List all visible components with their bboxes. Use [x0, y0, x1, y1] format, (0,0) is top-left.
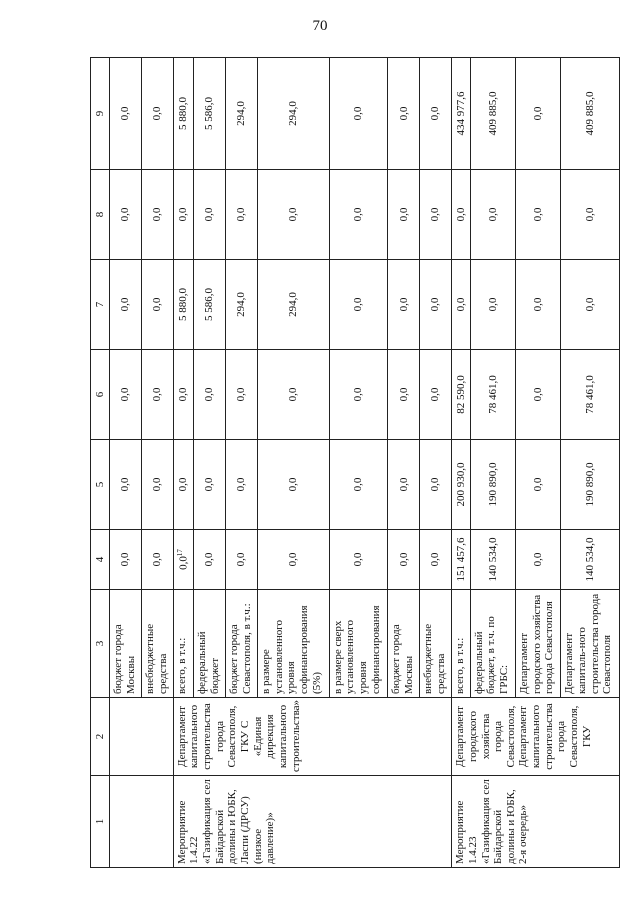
value-cell: 0,0	[516, 170, 561, 260]
value-cell: 0,0	[516, 440, 561, 530]
table-row	[452, 58, 471, 868]
funding-table	[90, 57, 620, 868]
funding-source: всего, в т.ч.:	[452, 590, 471, 698]
value-cell: 0,0	[516, 530, 561, 590]
table-row	[110, 58, 142, 868]
value-cell: 0,0	[173, 170, 193, 260]
value-cell: 0,0	[110, 170, 142, 260]
funding-source: всего, в т.ч.:	[173, 590, 193, 698]
value-cell: 0,0	[141, 530, 173, 590]
funding-source: бюджет города Москвы	[110, 590, 142, 698]
value-cell: 0,0	[329, 170, 388, 260]
table-row	[173, 58, 193, 868]
value-cell: 0,0	[420, 58, 452, 170]
value-cell: 0,0	[257, 350, 329, 440]
value-cell: 294,0	[226, 260, 258, 350]
value-cell: 0,0	[226, 170, 258, 260]
value-cell: 151 457,6	[452, 530, 471, 590]
funding-source: федеральный бюджет, в т.ч. по ГРБС:	[470, 590, 515, 698]
value-cell: 0,0	[194, 440, 226, 530]
value-cell: 0,0	[388, 260, 420, 350]
value-cell: 0,0	[141, 260, 173, 350]
value-cell: 0,0	[141, 350, 173, 440]
value-cell: 190 890,0	[470, 440, 515, 530]
value-cell: 0,0	[516, 260, 561, 350]
value-cell	[173, 530, 193, 590]
value-cell: 0,0	[388, 170, 420, 260]
value-cell: 0,0	[141, 440, 173, 530]
measure-cell-empty	[110, 776, 174, 868]
value-cell: 0,0	[516, 350, 561, 440]
value-cell: 0,0	[141, 170, 173, 260]
funding-source: в размере сверх установленного уровня софинансирования	[329, 590, 388, 698]
col-header: 6	[91, 350, 110, 440]
value-cell: 0,0	[470, 260, 515, 350]
funding-source: внебюджетные средства	[420, 590, 452, 698]
funding-source: Департамент капиталь-ного строительства города Севастополя	[561, 590, 620, 698]
col-header: 5	[91, 440, 110, 530]
value-cell: 0,0	[516, 58, 561, 170]
value-cell: 200 930,0	[452, 440, 471, 530]
value-cell: 0,0	[388, 350, 420, 440]
value-cell: 0,0	[329, 440, 388, 530]
funding-source: в размере установленного уровня софинансирования (5%)	[257, 590, 329, 698]
value-text: 0,0	[177, 556, 190, 570]
value-cell: 0,0	[226, 530, 258, 590]
value-cell: 0,0	[388, 530, 420, 590]
value-cell: 5 586,0	[194, 260, 226, 350]
measure-name: Мероприятие 1.4.23 «Газификация сел Байдарской долины и ЮБК, 2-я очередь»	[452, 776, 620, 868]
value-cell: 0,0	[194, 530, 226, 590]
value-cell: 0,0	[420, 170, 452, 260]
col-header: 1	[91, 776, 110, 868]
value-cell: 5 586,0	[194, 58, 226, 170]
value-cell: 294,0	[257, 260, 329, 350]
value-cell: 0,0	[329, 530, 388, 590]
value-cell: 5 880,0	[173, 260, 193, 350]
value-cell: 0,0	[329, 260, 388, 350]
value-cell: 0,0	[561, 260, 620, 350]
value-cell: 140 534,0	[470, 530, 515, 590]
value-cell: 0,0	[420, 350, 452, 440]
value-cell: 5 880,0	[173, 58, 193, 170]
value-cell: 78 461,0	[470, 350, 515, 440]
value-cell: 190 890,0	[561, 440, 620, 530]
value-cell: 0,0	[226, 440, 258, 530]
value-cell: 0,0	[388, 440, 420, 530]
value-cell: 409 885,0	[470, 58, 515, 170]
value-cell: 0,0	[420, 260, 452, 350]
executor-cell-empty	[110, 698, 174, 776]
value-cell: 0,0	[329, 350, 388, 440]
col-header: 2	[91, 698, 110, 776]
value-cell: 294,0	[257, 58, 329, 170]
value-cell: 78 461,0	[561, 350, 620, 440]
funding-source: внебюджетные средства	[141, 590, 173, 698]
value-cell: 0,0	[194, 350, 226, 440]
value-cell: 294,0	[226, 58, 258, 170]
funding-source: бюджет города Москвы	[388, 590, 420, 698]
rotated-table-container	[90, 58, 620, 868]
value-cell: 0,0	[110, 350, 142, 440]
value-cell: 434 977,6	[452, 58, 471, 170]
value-cell: 0,0	[173, 350, 193, 440]
value-cell: 82 590,0	[452, 350, 471, 440]
value-cell: 140 534,0	[561, 530, 620, 590]
value-cell: 0,0	[561, 170, 620, 260]
value-cell: 0,0	[257, 530, 329, 590]
col-header: 3	[91, 590, 110, 698]
value-cell: 0,0	[452, 260, 471, 350]
value-cell: 0,0	[452, 170, 471, 260]
header-row	[91, 58, 110, 868]
col-header: 9	[91, 58, 110, 170]
value-cell: 0,0	[257, 170, 329, 260]
executor-name: Департамент городского хозяйства города Севастополя, Департамент капитального строительства города Севастополя, ГКУ	[452, 698, 620, 776]
value-cell: 0,0	[420, 530, 452, 590]
col-header: 8	[91, 170, 110, 260]
measure-name: Мероприятие 1.4.22 «Газификация сел Байдарской долины и ЮБК, Ласпи (ДРСУ) (низкое давление)»	[173, 776, 451, 868]
funding-source: Департамент городского хозяйства города Севастополя	[516, 590, 561, 698]
value-cell: 0,0	[110, 260, 142, 350]
funding-source: федеральный бюджет	[194, 590, 226, 698]
col-header: 7	[91, 260, 110, 350]
value-cell: 0,0	[257, 440, 329, 530]
col-header: 4	[91, 530, 110, 590]
value-cell: 0,0	[141, 58, 173, 170]
value-cell: 0,0	[226, 350, 258, 440]
value-cell: 0,0	[388, 58, 420, 170]
page-number: 70	[312, 18, 328, 34]
value-cell: 0,0	[110, 58, 142, 170]
value-cell: 0,0	[194, 170, 226, 260]
value-cell: 0,0	[420, 440, 452, 530]
value-cell: 0,0	[173, 440, 193, 530]
footnote-mark: 17	[176, 549, 185, 557]
executor-name: Департамент капитального строительства города Севастополя, ГКУ С «Единая дирекция капитального строительства»	[173, 698, 451, 776]
value-cell: 0,0	[110, 440, 142, 530]
value-cell: 0,0	[110, 530, 142, 590]
value-cell: 0,0	[329, 58, 388, 170]
funding-source: бюджет города Севастополя, в т.ч.:	[226, 590, 258, 698]
value-cell: 0,0	[470, 170, 515, 260]
value-cell: 409 885,0	[561, 58, 620, 170]
